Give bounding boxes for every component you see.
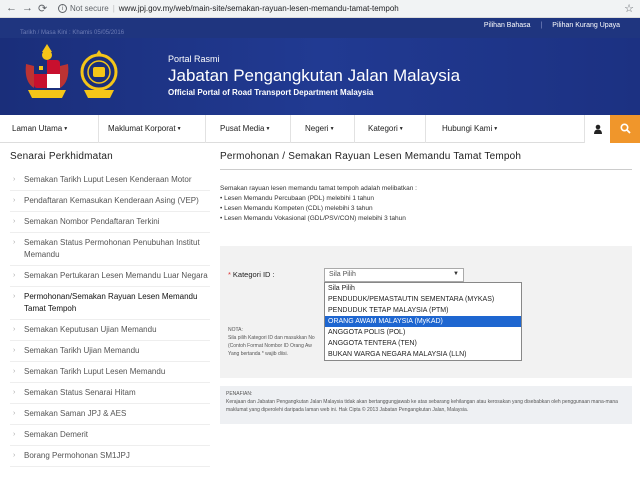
sidebar-title: Senarai Perkhidmatan	[10, 151, 113, 162]
sidebar-item-label: Pendaftaran Kemasukan Kenderaan Asing (VEP)	[24, 196, 199, 205]
sidebar-item[interactable]	[10, 212, 210, 233]
nav-pusat-media[interactable]: Pusat Media▼	[220, 124, 271, 133]
page-title: Permohonan / Semakan Rayuan Lesen Memandu Tamat Tempoh	[220, 151, 632, 170]
top-strip: Tarikh / Masa Kini : Khamis 05/05/2016 Pilihan Bahasa | Pilihan Kurang Upaya	[0, 18, 640, 38]
dropdown-option[interactable]: ORANG AWAM MALAYSIA (MyKAD)	[325, 316, 521, 327]
note-line: (Contoh Format Nombor ID Orang Aw	[228, 343, 312, 349]
chevron-right-icon: ›	[13, 176, 16, 183]
disclaimer-title: PENAFIAN:	[226, 391, 253, 397]
dropdown-arrow-icon: ▼	[453, 271, 459, 277]
forward-arrow-icon[interactable]: →	[22, 2, 33, 14]
note-line: Sila pilih Kategori ID dan masukkan No	[228, 335, 315, 341]
sidebar-item[interactable]	[10, 362, 210, 383]
bullet-item: • Lesen Memandu Kompeten (CDL) melebihi 3 tahun	[220, 205, 373, 212]
dropdown-option[interactable]: Sila Pilih	[328, 285, 355, 292]
select-value: Sila Pilih	[329, 271, 356, 278]
department-title: Jabatan Pengangkutan Jalan Malaysia	[168, 66, 461, 85]
sidebar-item-label: Borang Permohonan SM1JPJ	[24, 451, 130, 460]
nav-hubungi-kami[interactable]: Hubungi Kami▼	[442, 124, 499, 133]
portal-label: Portal Rasmi	[168, 54, 220, 64]
note-title: NOTA:	[228, 327, 243, 333]
sidebar-item[interactable]	[10, 287, 210, 320]
dropdown-option[interactable]: ANGGOTA TENTERA (TEN)	[328, 340, 417, 347]
disclaimer-text: Kerajaan dan Jabatan Pengangkutan Jalan Malaysia tidak akan bertanggungjawab ke atas sebarang kehilangan atau kerosakan yang disebabkan oleh penggunaan mana-mana maklumat yang diperolehi daripada laman web ini. Hak Cipta © 2013 Jabatan Pengangkutan Jalan, Malaysia.	[226, 399, 618, 413]
intro-text: Semakan rayuan lesen memandu tamat tempoh adalah melibatkan :	[220, 185, 417, 192]
service-sidebar	[10, 151, 210, 467]
chevron-right-icon: ›	[13, 293, 16, 300]
info-icon[interactable]: i	[58, 4, 67, 13]
kategori-dropdown-list	[324, 282, 522, 361]
bullet-item: • Lesen Memandu Vokasional (GDL/PSV/CON) melebihi 3 tahun	[220, 215, 406, 222]
search-button[interactable]	[610, 115, 640, 143]
chevron-right-icon: ›	[13, 389, 16, 396]
jpj-logo	[76, 48, 122, 104]
bookmark-star-icon[interactable]: ☆	[624, 3, 634, 15]
sidebar-item-label: Permohonan/Semakan Rayuan Lesen Memandu Tamat Tempoh	[24, 292, 198, 313]
sidebar-item-label: Semakan Pertukaran Lesen Memandu Luar Negara	[24, 271, 208, 280]
nav-kategori[interactable]: Kategori▼	[368, 124, 404, 133]
chevron-right-icon: ›	[13, 347, 16, 354]
form-panel	[220, 246, 632, 378]
security-label: Not secure	[70, 4, 109, 13]
sidebar-item-label: Semakan Demerit	[24, 430, 89, 439]
nav-negeri[interactable]: Negeri▼	[305, 124, 335, 133]
nav-maklumat-korporat[interactable]: Maklumat Korporat▼	[108, 124, 182, 133]
chevron-right-icon: ›	[13, 197, 16, 204]
sidebar-item[interactable]	[10, 446, 210, 467]
chevron-right-icon: ›	[13, 218, 16, 225]
coat-of-arms-logo	[22, 42, 72, 106]
chevron-right-icon: ›	[13, 431, 16, 438]
reload-icon[interactable]: ⟳	[38, 3, 48, 15]
sidebar-item-label: Semakan Keputusan Ujian Memandu	[24, 325, 157, 334]
sidebar-item[interactable]	[10, 425, 210, 446]
nav-laman-utama[interactable]: Laman Utama▼	[12, 124, 69, 133]
chevron-right-icon: ›	[13, 368, 16, 375]
date-text: Tarikh / Masa Kini : Khamis 05/05/2016	[20, 30, 125, 36]
sidebar-item[interactable]	[10, 341, 210, 362]
sidebar-item[interactable]	[10, 233, 210, 266]
sidebar-item-label: Semakan Tarikh Luput Lesen Memandu	[24, 367, 166, 376]
sidebar-item-label: Semakan Saman JPJ & AES	[24, 409, 127, 418]
kategori-select[interactable]	[324, 268, 464, 282]
browser-toolbar	[0, 0, 640, 18]
sidebar-item-label: Semakan Status Senarai Hitam	[24, 388, 136, 397]
sidebar-item-label: Semakan Tarikh Ujian Memandu	[24, 346, 140, 355]
kategori-label: * Kategori ID :	[228, 270, 275, 279]
chevron-right-icon: ›	[13, 326, 16, 333]
sidebar-item[interactable]	[10, 266, 210, 287]
accessibility-link[interactable]: Pilihan Kurang Upaya	[552, 22, 620, 29]
department-subtitle: Official Portal of Road Transport Department Malaysia	[168, 88, 374, 97]
main-content	[220, 151, 632, 413]
user-icon	[593, 124, 603, 134]
sidebar-item-label: Semakan Tarikh Luput Lesen Kenderaan Motor	[24, 175, 192, 184]
dropdown-option[interactable]: ANGGOTA POLIS (POL)	[328, 329, 406, 336]
user-button[interactable]	[584, 115, 610, 143]
note-line: Yang bertanda * wajib diisi.	[228, 351, 288, 357]
bullet-item: • Lesen Memandu Percubaan (PDL) melebihi 1 tahun	[220, 195, 375, 202]
required-mark: *	[228, 270, 231, 279]
dropdown-option[interactable]: PENDUDUK/PEMASTAUTIN SEMENTARA (MYKAS)	[328, 296, 495, 303]
disclaimer-box	[220, 386, 632, 424]
dropdown-option[interactable]: BUKAN WARGA NEGARA MALAYSIA (LLN)	[328, 351, 467, 358]
search-icon	[620, 123, 631, 134]
chevron-right-icon: ›	[13, 410, 16, 417]
note-block	[228, 326, 338, 358]
sidebar-item[interactable]	[10, 383, 210, 404]
chevron-right-icon: ›	[13, 452, 16, 459]
license-bullet-list	[220, 194, 632, 224]
url-text: www.jpj.gov.my/web/main-site/semakan-rayuan-lesen-memandu-tamat-tempoh	[118, 4, 399, 13]
sidebar-list	[10, 170, 210, 467]
main-navbar	[0, 115, 640, 143]
sidebar-item[interactable]	[10, 191, 210, 212]
site-header	[0, 18, 640, 115]
dropdown-option[interactable]: PENDUDUK TETAP MALAYSIA (PTM)	[328, 307, 449, 314]
sidebar-item-label: Semakan Nombor Pendaftaran Terkini	[24, 217, 160, 226]
sidebar-item[interactable]	[10, 404, 210, 425]
chevron-right-icon: ›	[13, 272, 16, 279]
sidebar-item[interactable]	[10, 320, 210, 341]
sidebar-item-label: Semakan Status Permohonan Penubuhan Institut Memandu	[24, 238, 200, 259]
back-arrow-icon[interactable]: ←	[6, 2, 17, 14]
language-link[interactable]: Pilihan Bahasa	[483, 22, 531, 29]
sidebar-item[interactable]	[10, 170, 210, 191]
address-bar[interactable]: i Not secure | www.jpj.gov.my/web/main-site/semakan-rayuan-lesen-memandu-tamat-tempoh	[58, 2, 618, 16]
chevron-right-icon: ›	[13, 239, 16, 246]
